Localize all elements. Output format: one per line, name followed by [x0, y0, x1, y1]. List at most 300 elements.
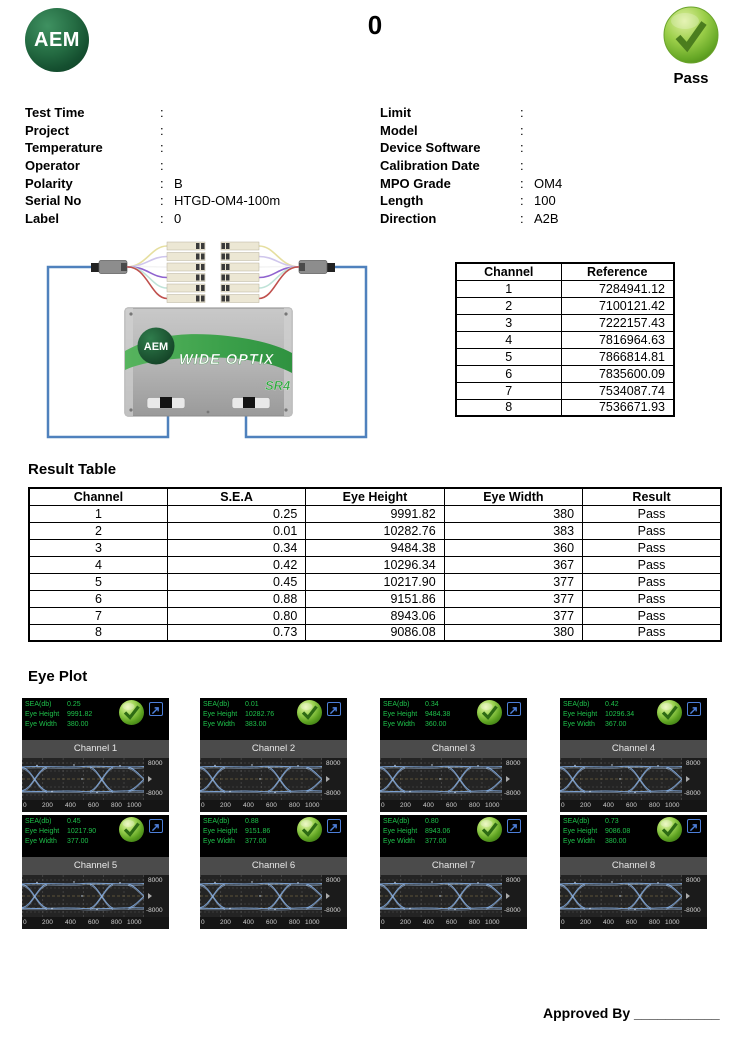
x-axis-tick: 1000	[305, 802, 320, 809]
channel-title: Channel 3	[380, 740, 527, 758]
info-label: Temperature	[25, 140, 103, 156]
y-axis-bottom-label: -8000	[324, 790, 341, 797]
table-cell: Pass	[583, 505, 721, 522]
sea-label: SEA(db)	[563, 818, 590, 825]
x-axis-tick: 1000	[485, 919, 500, 926]
info-label: Polarity	[25, 175, 73, 191]
table-cell: 0.25	[167, 505, 305, 522]
eye-width-value: 377.00	[245, 838, 267, 845]
info-colon: :	[160, 193, 164, 209]
x-axis-tick: 200	[580, 802, 591, 809]
table-cell: 10282.76	[306, 522, 444, 539]
eye-width-label: Eye Width	[383, 838, 415, 845]
eye-card	[22, 698, 169, 812]
reference-header-row	[456, 263, 674, 280]
info-label: Length	[380, 193, 424, 209]
x-axis-tick: 400	[243, 802, 254, 809]
eye-height-label: Eye Height	[25, 828, 60, 835]
eye-height-label: Eye Height	[25, 711, 60, 718]
x-axis-tick: 1000	[485, 802, 500, 809]
table-cell: Pass	[583, 573, 721, 590]
info-colon: :	[160, 140, 164, 156]
x-axis-tick: 600	[88, 802, 99, 809]
info-colon: :	[520, 105, 524, 120]
y-axis	[144, 875, 169, 917]
x-axis-tick: 1000	[127, 802, 142, 809]
x-axis	[22, 800, 169, 812]
table-cell: 0.88	[167, 590, 305, 607]
x-axis-tick: 400	[423, 802, 434, 809]
sea-label: SEA(db)	[25, 701, 52, 708]
table-cell: 9991.82	[306, 505, 444, 522]
y-axis	[682, 758, 707, 800]
eye-width-value: 380.00	[605, 838, 627, 845]
device-port-right	[243, 397, 255, 408]
x-axis-tick: 1000	[665, 802, 680, 809]
info-row	[380, 176, 562, 194]
sea-label: SEA(db)	[203, 701, 230, 708]
eye-plot-grid	[22, 698, 728, 930]
sea-value: 0.45	[67, 818, 81, 825]
table-cell: 0.42	[167, 556, 305, 573]
table-cell: 5	[29, 573, 167, 590]
x-axis	[380, 917, 527, 929]
x-axis	[380, 800, 527, 812]
y-axis	[502, 758, 527, 800]
eye-diagram	[200, 875, 322, 917]
pass-check-icon	[656, 816, 683, 843]
info-colon: :	[160, 211, 164, 227]
info-colon: :	[160, 175, 164, 191]
eye-height-value: 9484.38	[425, 711, 451, 718]
pass-check-icon	[476, 699, 503, 726]
table-cell: 4	[456, 331, 561, 348]
table-cell: Pass	[583, 624, 721, 641]
info-value: A2B	[534, 211, 559, 227]
x-axis-tick: 400	[65, 802, 76, 809]
x-axis-tick: 600	[626, 919, 637, 926]
x-axis-tick: 800	[289, 802, 300, 809]
pass-check-icon	[296, 816, 323, 843]
table-row	[29, 522, 721, 539]
y-axis-marker-icon	[506, 776, 510, 782]
external-link-icon[interactable]	[149, 819, 163, 833]
sea-value: 0.80	[425, 818, 439, 825]
channel-title: Channel 4	[560, 740, 707, 758]
x-axis-tick: 200	[220, 919, 231, 926]
channel-title: Channel 6	[200, 857, 347, 875]
info-row	[25, 105, 280, 123]
info-row	[25, 211, 280, 229]
x-axis-tick: 800	[289, 919, 300, 926]
info-value: OM4	[534, 175, 563, 191]
eye-width-value: 377.00	[425, 838, 447, 845]
sea-value: 0.88	[245, 818, 259, 825]
table-cell: 8	[29, 624, 167, 641]
table-cell: Pass	[583, 590, 721, 607]
x-axis-tick: 800	[111, 919, 122, 926]
sea-value: 0.25	[67, 701, 81, 708]
external-link-icon[interactable]	[149, 702, 163, 716]
x-axis-tick: 800	[649, 802, 660, 809]
table-cell: 7100121.42	[561, 297, 674, 314]
y-axis-top-label: 8000	[148, 760, 163, 767]
eye-height-value: 10217.90	[67, 828, 97, 835]
table-cell: 1	[29, 505, 167, 522]
x-axis-tick: 0	[381, 802, 385, 809]
eye-width-label: Eye Width	[203, 721, 235, 728]
reference-header-reference: Reference	[561, 263, 674, 280]
y-axis-bottom-label: -8000	[684, 790, 701, 797]
x-axis-tick: 200	[42, 919, 53, 926]
eye-width-value: 380.00	[67, 721, 89, 728]
channel-title: Channel 1	[22, 740, 169, 758]
table-cell: Pass	[583, 539, 721, 556]
result-header-eye-width: Eye Width	[444, 488, 582, 505]
info-column-left	[25, 105, 280, 229]
external-link-icon[interactable]	[507, 702, 521, 716]
sea-value: 0.34	[425, 701, 439, 708]
x-axis-tick: 1000	[305, 919, 320, 926]
y-axis	[502, 875, 527, 917]
eye-height-value: 9991.82	[67, 711, 93, 718]
table-cell: 360	[444, 539, 582, 556]
table-cell: 2	[456, 297, 561, 314]
eye-height-value: 9151.86	[245, 828, 271, 835]
sea-label: SEA(db)	[383, 701, 410, 708]
info-colon: :	[160, 158, 164, 174]
table-cell: Pass	[583, 607, 721, 624]
approved-by-line: Approved By ___________	[543, 1005, 720, 1021]
eye-card	[560, 698, 707, 812]
y-axis-top-label: 8000	[686, 760, 701, 767]
x-axis-tick: 0	[201, 919, 205, 926]
eye-width-value: 360.00	[425, 721, 447, 728]
table-cell: 8943.06	[306, 607, 444, 624]
x-axis-tick: 800	[469, 919, 480, 926]
x-axis-tick: 200	[400, 802, 411, 809]
info-row	[25, 176, 280, 194]
table-cell: 7534087.74	[561, 382, 674, 399]
info-label: Operator	[25, 158, 80, 174]
sea-label: SEA(db)	[203, 818, 230, 825]
eye-diagram	[560, 875, 682, 917]
info-row	[25, 140, 280, 158]
eye-diagram	[22, 758, 144, 800]
x-axis-tick: 600	[266, 919, 277, 926]
y-axis-bottom-label: -8000	[684, 907, 701, 914]
page-title: 0	[367, 10, 383, 40]
device-model-text: SR4	[265, 378, 291, 393]
x-axis-tick: 200	[580, 919, 591, 926]
y-axis-marker-icon	[686, 776, 690, 782]
info-label: Device Software	[380, 140, 481, 156]
table-cell: 383	[444, 522, 582, 539]
eye-height-label: Eye Height	[383, 828, 418, 835]
result-table	[28, 487, 722, 642]
table-cell: 367	[444, 556, 582, 573]
info-row	[380, 123, 562, 141]
info-label: Serial No	[25, 193, 82, 209]
table-cell: 0.80	[167, 607, 305, 624]
info-row	[380, 105, 562, 123]
table-row	[456, 297, 674, 314]
y-axis-top-label: 8000	[326, 877, 341, 884]
eye-height-label: Eye Height	[203, 828, 238, 835]
device-illustration	[35, 240, 430, 445]
eye-width-label: Eye Width	[383, 721, 415, 728]
y-axis-bottom-label: -8000	[324, 907, 341, 914]
x-axis-tick: 200	[42, 802, 53, 809]
info-label: Label	[25, 211, 59, 227]
table-row	[29, 590, 721, 607]
eye-plot-title: Eye Plot	[28, 668, 88, 685]
x-axis-tick: 400	[65, 919, 76, 926]
eye-card	[22, 815, 169, 929]
table-cell: 10296.34	[306, 556, 444, 573]
table-cell: 4	[29, 556, 167, 573]
x-axis-tick: 0	[23, 919, 27, 926]
x-axis-tick: 600	[88, 919, 99, 926]
pass-check-icon	[662, 6, 720, 64]
table-cell: 7816964.63	[561, 331, 674, 348]
result-header-sea: S.E.A	[167, 488, 305, 505]
info-label: Test Time	[25, 105, 85, 120]
result-header-eye-height: Eye Height	[306, 488, 444, 505]
fiber-fanout	[127, 242, 299, 303]
y-axis-bottom-label: -8000	[146, 790, 163, 797]
x-axis-tick: 600	[626, 802, 637, 809]
x-axis-tick: 1000	[127, 919, 142, 926]
y-axis-marker-icon	[148, 776, 152, 782]
eye-diagram	[380, 875, 502, 917]
sea-label: SEA(db)	[383, 818, 410, 825]
eye-height-label: Eye Height	[203, 711, 238, 718]
result-table-title: Result Table	[28, 461, 117, 478]
table-cell: 0.34	[167, 539, 305, 556]
logo-text: AEM	[34, 28, 80, 51]
x-axis	[22, 917, 169, 929]
y-axis-top-label: 8000	[506, 877, 521, 884]
eye-height-value: 9086.08	[605, 828, 631, 835]
table-cell: 9086.08	[306, 624, 444, 641]
eye-height-label: Eye Height	[563, 828, 598, 835]
x-axis-tick: 0	[201, 802, 205, 809]
eye-height-value: 10282.76	[245, 711, 275, 718]
result-header-channel: Channel	[29, 488, 167, 505]
x-axis	[200, 917, 347, 929]
result-header-row	[29, 488, 721, 505]
external-link-icon[interactable]	[687, 702, 701, 716]
mpo-connector-left	[91, 261, 127, 274]
reference-header-channel: Channel	[456, 263, 561, 280]
table-row	[456, 331, 674, 348]
device-port-left	[160, 397, 172, 408]
table-cell: 6	[29, 590, 167, 607]
eye-width-label: Eye Width	[25, 721, 57, 728]
info-row	[25, 193, 280, 211]
info-colon: :	[520, 175, 524, 191]
y-axis-marker-icon	[326, 776, 330, 782]
table-cell: 7536671.93	[561, 399, 674, 416]
table-row	[456, 382, 674, 399]
table-cell: 0.73	[167, 624, 305, 641]
eye-width-value: 367.00	[605, 721, 627, 728]
eye-height-label: Eye Height	[563, 711, 598, 718]
external-link-icon[interactable]	[327, 702, 341, 716]
x-axis-tick: 800	[111, 802, 122, 809]
reference-table	[455, 262, 675, 417]
info-row	[380, 193, 562, 211]
eye-card	[560, 815, 707, 929]
y-axis-marker-icon	[506, 893, 510, 899]
pass-check-icon	[656, 699, 683, 726]
x-axis-tick: 600	[446, 919, 457, 926]
status-label: Pass	[673, 70, 709, 87]
info-colon: :	[160, 105, 164, 120]
eye-card	[200, 815, 347, 929]
pass-check-icon	[118, 699, 145, 726]
y-axis-top-label: 8000	[506, 760, 521, 767]
eye-card	[380, 698, 527, 812]
sea-value: 0.73	[605, 818, 619, 825]
y-axis-bottom-label: -8000	[504, 907, 521, 914]
info-colon: :	[520, 158, 524, 174]
status-badge	[660, 6, 722, 87]
table-cell: 377	[444, 607, 582, 624]
info-column-right	[380, 105, 562, 229]
eye-width-value: 377.00	[67, 838, 89, 845]
table-cell: 3	[456, 314, 561, 331]
device-photo	[125, 308, 292, 416]
eye-width-label: Eye Width	[563, 721, 595, 728]
eye-diagram	[380, 758, 502, 800]
table-cell: 10217.90	[306, 573, 444, 590]
table-cell: 7222157.43	[561, 314, 674, 331]
y-axis	[322, 758, 347, 800]
info-row	[25, 158, 280, 176]
table-cell: 7	[29, 607, 167, 624]
info-colon: :	[520, 193, 524, 209]
table-cell: 7866814.81	[561, 348, 674, 365]
table-row	[456, 399, 674, 416]
table-cell: Pass	[583, 556, 721, 573]
table-row	[29, 539, 721, 556]
eye-diagram	[560, 758, 682, 800]
eye-width-value: 383.00	[245, 721, 267, 728]
eye-card	[200, 698, 347, 812]
external-link-icon[interactable]	[507, 819, 521, 833]
x-axis-tick: 400	[243, 919, 254, 926]
eye-height-value: 10296.34	[605, 711, 635, 718]
table-cell: 9151.86	[306, 590, 444, 607]
device-product-text: WIDE OPTIX	[179, 352, 275, 368]
x-axis-tick: 0	[23, 802, 27, 809]
info-label: Limit	[380, 105, 412, 120]
table-row	[29, 505, 721, 522]
info-label: Model	[380, 122, 418, 138]
y-axis-bottom-label: -8000	[504, 790, 521, 797]
table-cell: 380	[444, 624, 582, 641]
eye-height-value: 8943.06	[425, 828, 451, 835]
sea-label: SEA(db)	[563, 701, 590, 708]
x-axis-tick: 1000	[665, 919, 680, 926]
x-axis-tick: 0	[381, 919, 385, 926]
external-link-icon[interactable]	[687, 819, 701, 833]
info-colon: :	[520, 122, 524, 138]
info-row	[380, 158, 562, 176]
x-axis-tick: 400	[423, 919, 434, 926]
x-axis-tick: 400	[603, 919, 614, 926]
eye-diagram	[22, 875, 144, 917]
x-axis-tick: 0	[561, 802, 565, 809]
y-axis-marker-icon	[686, 893, 690, 899]
x-axis-tick: 800	[469, 802, 480, 809]
table-cell: 6	[456, 365, 561, 382]
info-label: Direction	[380, 211, 437, 227]
eye-diagram	[200, 758, 322, 800]
x-axis	[560, 800, 707, 812]
table-row	[456, 314, 674, 331]
y-axis-marker-icon	[148, 893, 152, 899]
table-cell: 3	[29, 539, 167, 556]
result-header-result: Result	[583, 488, 721, 505]
device-brand-text: AEM	[143, 341, 169, 353]
channel-title: Channel 2	[200, 740, 347, 758]
table-cell: 0.01	[167, 522, 305, 539]
pass-check-icon	[476, 816, 503, 843]
y-axis-top-label: 8000	[148, 877, 163, 884]
eye-width-label: Eye Width	[25, 838, 57, 845]
x-axis	[560, 917, 707, 929]
x-axis-tick: 800	[649, 919, 660, 926]
x-axis-tick: 200	[400, 919, 411, 926]
table-row	[29, 573, 721, 590]
table-cell: 1	[456, 280, 561, 297]
table-row	[29, 607, 721, 624]
info-row	[25, 123, 280, 141]
table-cell: 377	[444, 573, 582, 590]
eye-width-label: Eye Width	[203, 838, 235, 845]
info-value: 0	[174, 211, 182, 227]
y-axis-top-label: 8000	[686, 877, 701, 884]
external-link-icon[interactable]	[327, 819, 341, 833]
info-value: HTGD-OM4-100m	[174, 193, 281, 209]
info-row	[380, 140, 562, 158]
info-value: 100	[534, 193, 556, 209]
x-axis-tick: 0	[561, 919, 565, 926]
x-axis-tick: 600	[266, 802, 277, 809]
table-row	[29, 556, 721, 573]
table-cell: 9484.38	[306, 539, 444, 556]
table-cell: 2	[29, 522, 167, 539]
channel-title: Channel 7	[380, 857, 527, 875]
table-cell: Pass	[583, 522, 721, 539]
y-axis	[144, 758, 169, 800]
eye-width-label: Eye Width	[563, 838, 595, 845]
x-axis-tick: 400	[603, 802, 614, 809]
info-colon: :	[160, 122, 164, 138]
info-label: MPO Grade	[380, 175, 451, 191]
table-cell: 0.45	[167, 573, 305, 590]
table-cell: 7835600.09	[561, 365, 674, 382]
eye-card	[380, 815, 527, 929]
info-row	[380, 211, 562, 229]
x-axis	[200, 800, 347, 812]
info-label: Calibration Date	[380, 158, 480, 174]
sea-label: SEA(db)	[25, 818, 52, 825]
eye-height-label: Eye Height	[383, 711, 418, 718]
